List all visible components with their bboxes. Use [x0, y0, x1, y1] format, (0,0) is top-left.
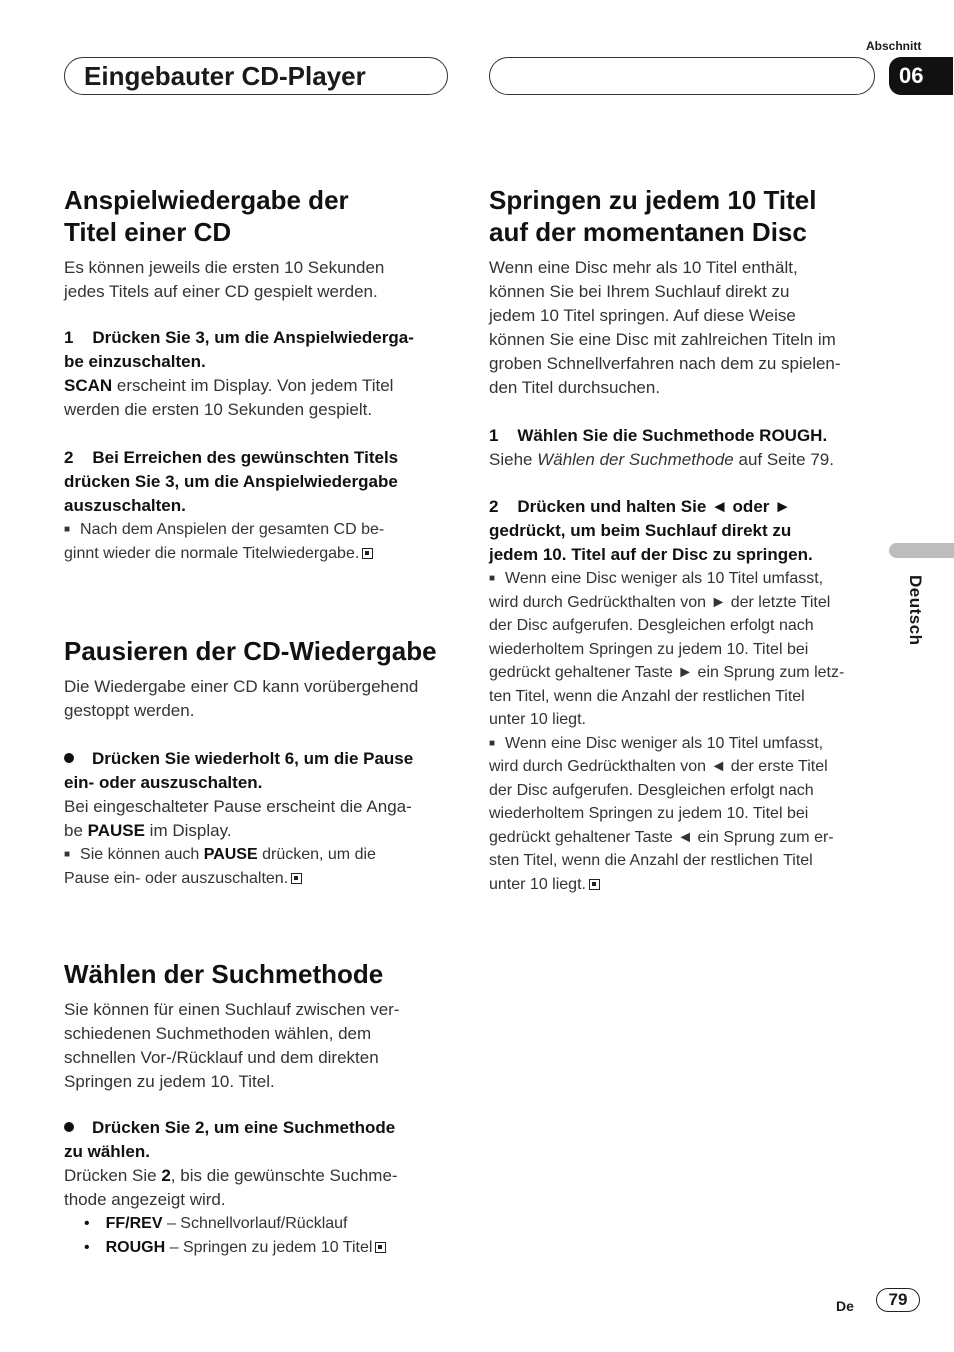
text-line: sten Titel, wenn die Anzahl der restlichen Titel	[489, 852, 813, 869]
text-line: jedes Titels auf einer CD gespielt werden.	[64, 282, 378, 301]
text-line: jedem 10. Titel auf der Disc zu springen.	[489, 545, 813, 564]
heading-line: Titel einer CD	[64, 217, 232, 247]
header-right-frame	[489, 57, 875, 95]
text-line: 1 Drücken Sie 3, um die Anspielwiederga-	[64, 328, 414, 347]
rough-note-2	[489, 732, 879, 897]
text-line: 2 Drücken und halten Sie ◄ oder ►	[489, 497, 791, 516]
text-line: Wenn eine Disc weniger als 10 Titel umfasst,	[505, 734, 824, 752]
text-line: ginnt wieder die normale Titelwiedergabe.	[64, 544, 360, 562]
text-line: zu wählen.	[64, 1142, 150, 1161]
text-line: groben Schnellverfahren nach dem zu spielen-	[489, 354, 841, 373]
heading-line: auf der momentanen Disc	[489, 217, 807, 247]
section-heading-pause: Pausieren der CD-Wiedergabe	[64, 636, 437, 666]
button-keyword: 2	[161, 1166, 171, 1185]
text-line: im Display.	[144, 821, 232, 840]
text-line: erscheint im Display. Von jedem Titel	[112, 376, 394, 395]
page-title: Eingebauter CD-Player	[84, 61, 366, 91]
text-line: thode angezeigt wird.	[64, 1190, 226, 1209]
text-line: ein- oder auszuschalten.	[64, 773, 263, 792]
text-line: Bei eingeschalteter Pause erscheint die Anga-	[64, 797, 412, 816]
text-line: Wenn eine Disc mehr als 10 Titel enthält,	[489, 258, 798, 277]
rough-step-1-text	[489, 448, 879, 472]
heading-line: Springen zu jedem 10 Titel	[489, 185, 817, 215]
end-mark-icon	[362, 548, 373, 559]
display-keyword: SCAN	[64, 376, 113, 395]
display-keyword: PAUSE	[87, 821, 145, 840]
text-line: Pause ein- oder auszuschalten.	[64, 869, 289, 887]
scan-note	[64, 518, 454, 565]
text-line: Wenn eine Disc weniger als 10 Titel umfasst,	[505, 570, 824, 587]
pause-intro	[64, 675, 454, 723]
end-mark-icon	[291, 873, 302, 884]
text-line: wird durch Gedrückthalten von ◄ der erste Titel	[489, 758, 828, 775]
cross-reference: Wählen der Suchmethode	[537, 450, 734, 469]
rough-step-2	[489, 495, 879, 567]
text-line: drücken Sie 3, um die Anspielwiedergabe	[64, 472, 398, 491]
scan-intro	[64, 256, 454, 304]
section-heading-rough-skip	[489, 184, 879, 248]
text-line: Sie können auch	[80, 846, 204, 863]
pause-text	[64, 795, 454, 843]
button-keyword: PAUSE	[203, 846, 258, 863]
text-line: gestoppt werden.	[64, 701, 195, 720]
right-column	[489, 184, 879, 896]
heading-line: Anspielwiedergabe der	[64, 185, 349, 215]
text-line: Es können jeweils die ersten 10 Sekunden	[64, 258, 385, 277]
footer-language: De	[836, 1298, 854, 1314]
text-line: den Titel durchsuchen.	[489, 378, 661, 397]
text-line: der Disc aufgerufen. Desgleichen erfolgt nach	[489, 617, 814, 634]
option-keyword: FF/REV	[105, 1215, 163, 1232]
search-method-intro	[64, 998, 454, 1094]
search-method-text	[64, 1164, 454, 1212]
scan-step-1-text	[64, 374, 454, 422]
page-number: 79	[876, 1288, 920, 1312]
list-item	[84, 1212, 454, 1236]
pause-step	[64, 747, 454, 795]
text-line: werden die ersten 10 Sekunden gespielt.	[64, 400, 373, 419]
text-line: gedrückt gehaltener Taste ◄ ein Sprung zum er-	[489, 828, 834, 846]
rough-skip-intro	[489, 256, 879, 400]
bullet-dot-icon	[64, 1122, 74, 1132]
text-line: Drücken Sie	[64, 1166, 162, 1185]
text-line: auszuschalten.	[64, 496, 186, 515]
text-line: drücken, um die	[257, 846, 376, 863]
rough-note-1	[489, 567, 879, 732]
rough-step-1	[489, 424, 879, 448]
side-tab-marker	[889, 543, 954, 558]
option-text: – Springen zu jedem 10 Titel	[165, 1239, 373, 1256]
text-line: wiederholtem Springen zu jedem 10. Titel bei	[489, 640, 809, 658]
chapter-number: 06	[889, 57, 953, 95]
text-line: schiedenen Suchmethoden wählen, dem	[64, 1024, 372, 1043]
text-line: wird durch Gedrückthalten von ► der letzte Titel	[489, 593, 831, 611]
note-square-icon: ■	[64, 524, 71, 535]
text-line: , bis die gewünschte Suchme-	[170, 1166, 398, 1185]
pause-note	[64, 843, 454, 890]
text-line: gedrückt, um beim Suchlauf direkt zu	[489, 521, 792, 540]
text-line: Sie können für einen Suchlauf zwischen ver-	[64, 1000, 400, 1019]
text-line: Drücken Sie 2, um eine Suchmethode	[92, 1118, 396, 1137]
text-line: jedem 10 Titel springen. Auf diese Weise	[489, 306, 796, 325]
side-language-label: Deutsch	[906, 575, 925, 646]
scan-step-2	[64, 446, 454, 518]
end-mark-icon	[375, 1242, 386, 1253]
note-square-icon: ■	[64, 849, 71, 860]
bullet-dot-icon	[64, 753, 74, 763]
text-line: auf Seite 79.	[733, 450, 834, 469]
section-label: Abschnitt	[866, 39, 922, 53]
text-line: be	[64, 821, 88, 840]
section-heading-search-method: Wählen der Suchmethode	[64, 959, 384, 989]
text-line: unter 10 liegt.	[489, 875, 586, 893]
text-line: Drücken Sie wiederholt 6, um die Pause	[92, 749, 414, 768]
scan-step-1	[64, 326, 454, 374]
list-item	[84, 1236, 454, 1260]
text-line: können Sie eine Disc mit zahlreichen Titeln im	[489, 330, 836, 349]
section-heading-scan	[64, 184, 454, 248]
search-method-options	[64, 1212, 454, 1260]
text-line: be einzuschalten.	[64, 352, 206, 371]
end-mark-icon	[589, 879, 600, 890]
text-line: wiederholtem Springen zu jedem 10. Titel bei	[489, 805, 809, 822]
option-text: – Schnellvorlauf/Rücklauf	[162, 1215, 348, 1232]
text-line: Siehe	[489, 450, 538, 469]
text-line: der Disc aufgerufen. Desgleichen erfolgt nach	[489, 781, 814, 799]
text-line: Springen zu jedem 10. Titel.	[64, 1072, 275, 1091]
text-line: 1 Wählen Sie die Suchmethode ROUGH.	[489, 426, 828, 445]
option-keyword: ROUGH	[105, 1239, 166, 1256]
note-square-icon: ■	[489, 737, 496, 749]
text-line: 2 Bei Erreichen des gewünschten Titels	[64, 448, 399, 467]
text-line: können Sie bei Ihrem Suchlauf direkt zu	[489, 282, 790, 301]
left-column	[64, 184, 454, 1260]
text-line: schnellen Vor-/Rücklauf und dem direkten	[64, 1048, 379, 1067]
text-line: Die Wiedergabe einer CD kann vorübergehend	[64, 677, 419, 696]
note-square-icon: ■	[489, 573, 496, 584]
text-line: gedrückt gehaltener Taste ► ein Sprung zum letz-	[489, 664, 845, 681]
text-line: Nach dem Anspielen der gesamten CD be-	[80, 521, 385, 538]
text-line: ten Titel, wenn die Anzahl der restlichen Titel	[489, 687, 805, 705]
search-method-step	[64, 1116, 454, 1164]
text-line: unter 10 liegt.	[489, 711, 586, 728]
